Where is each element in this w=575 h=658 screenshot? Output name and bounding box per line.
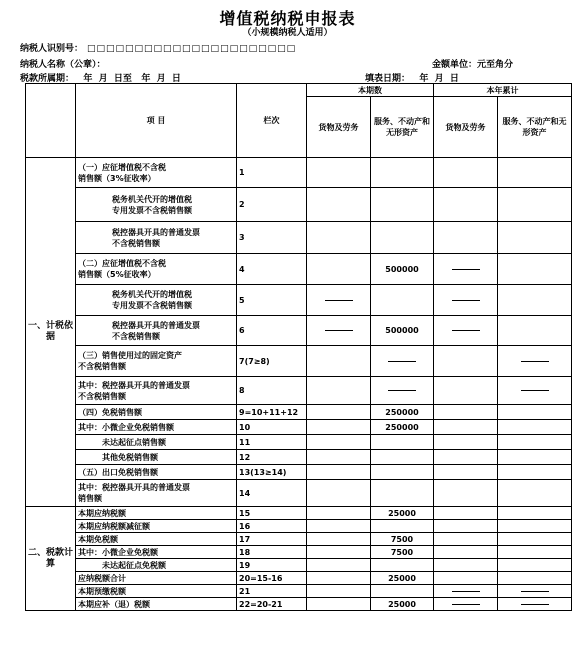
row-item-label: 其中：小微企业免税额 xyxy=(76,546,237,559)
cell-goods-ytd[interactable] xyxy=(434,420,498,435)
form-title: 增值税纳税申报表 xyxy=(219,9,356,28)
cell-services-ytd[interactable] xyxy=(498,435,572,450)
row-item-label: 税控器具开具的普通发票 不含税销售额 xyxy=(76,316,237,346)
cell-goods-ytd xyxy=(434,254,498,285)
row-item-label: 未达起征点免税额 xyxy=(76,559,237,572)
cell-goods-ytd xyxy=(434,598,498,611)
not-applicable-dash xyxy=(325,300,353,301)
cell-goods-current[interactable] xyxy=(307,158,371,188)
row-item-label: 本期应纳税额 xyxy=(76,507,237,520)
cell-services-ytd[interactable] xyxy=(498,533,572,546)
cell-goods-current[interactable] xyxy=(307,533,371,546)
table-row xyxy=(26,405,572,420)
cell-goods-ytd[interactable] xyxy=(434,546,498,559)
row-line-number: 18 xyxy=(237,546,307,559)
table-body xyxy=(26,158,572,611)
fill-date: 填表日期： 年 月 日 xyxy=(365,74,459,84)
cell-goods-ytd[interactable] xyxy=(434,346,498,377)
cell-goods-ytd[interactable] xyxy=(434,572,498,585)
cell-services-current[interactable]: 7500 xyxy=(371,546,434,559)
cell-services-current xyxy=(371,346,434,377)
cell-services-current[interactable] xyxy=(371,480,434,507)
cell-goods-current[interactable] xyxy=(307,377,371,405)
row-line-number: 6 xyxy=(237,316,307,346)
cell-services-current[interactable]: 25000 xyxy=(371,507,434,520)
cell-goods-current[interactable] xyxy=(307,546,371,559)
not-applicable-dash xyxy=(388,361,416,362)
row-item-label: 其中：税控器具开具的普通发票 销售额 xyxy=(76,480,237,507)
table-row xyxy=(26,435,572,450)
cell-goods-ytd xyxy=(434,585,498,598)
table-row xyxy=(26,533,572,546)
header-services-ytd: 服务、不动产和无形资产 xyxy=(498,97,572,158)
cell-services-ytd[interactable] xyxy=(498,450,572,465)
taxpayer-name-label: 纳税人名称（公章）： xyxy=(20,60,106,70)
not-applicable-dash xyxy=(452,269,480,270)
section-tax-calculation: 二、税款计算 xyxy=(26,507,76,611)
cell-goods-current[interactable] xyxy=(307,435,371,450)
cell-goods-ytd[interactable] xyxy=(434,188,498,222)
cell-services-current[interactable] xyxy=(371,450,434,465)
table-row xyxy=(26,254,572,285)
row-item-label: 税务机关代开的增值税 专用发票不含税销售额 xyxy=(76,285,237,316)
cell-services-current[interactable] xyxy=(371,222,434,254)
row-line-number: 11 xyxy=(237,435,307,450)
not-applicable-dash xyxy=(388,390,416,391)
not-applicable-dash xyxy=(521,390,549,391)
cell-goods-current[interactable] xyxy=(307,520,371,533)
header-year-to-date: 本年累计 xyxy=(434,84,572,97)
not-applicable-dash xyxy=(521,591,549,592)
cell-services-current[interactable]: 25000 xyxy=(371,598,434,611)
cell-services-ytd[interactable] xyxy=(498,420,572,435)
cell-services-current[interactable]: 250000 xyxy=(371,405,434,420)
row-line-number: 22=20-21 xyxy=(237,598,307,611)
cell-goods-current[interactable] xyxy=(307,507,371,520)
row-line-number: 5 xyxy=(237,285,307,316)
row-item-label: 本期预缴税额 xyxy=(76,585,237,598)
not-applicable-dash xyxy=(452,591,480,592)
table-row xyxy=(26,572,572,585)
row-line-number: 17 xyxy=(237,533,307,546)
cell-services-current[interactable] xyxy=(371,435,434,450)
row-item-label: 本期应纳税额减征额 xyxy=(76,520,237,533)
row-item-label: 税务机关代开的增值税 专用发票不含税销售额 xyxy=(76,188,237,222)
cell-services-current[interactable]: 500000 xyxy=(371,316,434,346)
row-line-number: 15 xyxy=(237,507,307,520)
row-item-label: 应纳税额合计 xyxy=(76,572,237,585)
header-services: 服务、不动产和无形资产 xyxy=(371,97,434,158)
cell-services-current[interactable] xyxy=(371,188,434,222)
row-line-number: 7(7≥8) xyxy=(237,346,307,377)
cell-goods-current[interactable] xyxy=(307,559,371,572)
taxpayer-id-boxes[interactable]: □□□□□□□□□□□□□□□□□□□□□□ xyxy=(87,44,297,54)
cell-goods-ytd[interactable] xyxy=(434,405,498,420)
cell-goods-ytd[interactable] xyxy=(434,377,498,405)
header-line-no: 栏次 xyxy=(237,84,307,158)
cell-services-ytd[interactable] xyxy=(498,559,572,572)
row-line-number: 19 xyxy=(237,559,307,572)
row-line-number: 14 xyxy=(237,480,307,507)
section-tax-basis: 一、计税依据 xyxy=(26,158,76,507)
cell-services-current[interactable] xyxy=(371,520,434,533)
row-item-label: （一）应征增值税不含税 销售额（3%征收率） xyxy=(76,158,237,188)
not-applicable-dash xyxy=(452,300,480,301)
cell-services-current[interactable] xyxy=(371,559,434,572)
cell-services-ytd[interactable] xyxy=(498,158,572,188)
table-row xyxy=(26,480,572,507)
cell-services-ytd[interactable] xyxy=(498,465,572,480)
cell-goods-current[interactable] xyxy=(307,465,371,480)
cell-goods-current[interactable] xyxy=(307,405,371,420)
header-item: 项 目 xyxy=(76,84,237,158)
cell-services-current[interactable] xyxy=(371,285,434,316)
cell-goods-ytd[interactable] xyxy=(434,480,498,507)
cell-services-current[interactable]: 25000 xyxy=(371,572,434,585)
cell-services-ytd[interactable] xyxy=(498,316,572,346)
row-item-label: 其中：税控器具开具的普通发票 不含税销售额 xyxy=(76,377,237,405)
table-row xyxy=(26,465,572,480)
cell-goods-ytd[interactable] xyxy=(434,465,498,480)
row-item-label: （五）出口免税销售额 xyxy=(76,465,237,480)
table-row xyxy=(26,285,572,316)
form-subtitle: （小规模纳税人适用） xyxy=(242,28,333,38)
cell-goods-current[interactable] xyxy=(307,450,371,465)
cell-goods-ytd[interactable] xyxy=(434,533,498,546)
row-item-label: 其中：小微企业免税销售额 xyxy=(76,420,237,435)
cell-goods-current xyxy=(307,285,371,316)
cell-goods-current[interactable] xyxy=(307,222,371,254)
table-row xyxy=(26,450,572,465)
row-line-number: 20=15-16 xyxy=(237,572,307,585)
cell-services-current[interactable] xyxy=(371,158,434,188)
cell-services-ytd[interactable] xyxy=(498,507,572,520)
table-row xyxy=(26,520,572,533)
cell-services-ytd[interactable] xyxy=(498,405,572,420)
cell-services-ytd[interactable] xyxy=(498,520,572,533)
row-line-number: 21 xyxy=(237,585,307,598)
cell-services-ytd[interactable] xyxy=(498,188,572,222)
tax-period: 税款所属期： 年 月 日至 年 月 日 xyxy=(20,74,181,84)
cell-services-ytd xyxy=(498,377,572,405)
cell-services-ytd[interactable] xyxy=(498,480,572,507)
row-line-number: 13(13≥14) xyxy=(237,465,307,480)
cell-goods-ytd[interactable] xyxy=(434,158,498,188)
cell-goods-current xyxy=(307,316,371,346)
header-goods-ytd: 货物及劳务 xyxy=(434,97,498,158)
cell-goods-ytd[interactable] xyxy=(434,520,498,533)
table-row xyxy=(26,559,572,572)
not-applicable-dash xyxy=(521,604,549,605)
cell-goods-current[interactable] xyxy=(307,420,371,435)
table-row xyxy=(26,598,572,611)
table-row xyxy=(26,585,572,598)
header-current-period: 本期数 xyxy=(307,84,434,97)
table-row xyxy=(26,346,572,377)
row-line-number: 16 xyxy=(237,520,307,533)
cell-goods-current[interactable] xyxy=(307,480,371,507)
taxpayer-id-row xyxy=(20,41,296,54)
cell-goods-ytd[interactable] xyxy=(434,450,498,465)
row-line-number: 9=10+11+12 xyxy=(237,405,307,420)
cell-services-ytd xyxy=(498,598,572,611)
cell-services-current[interactable]: 7500 xyxy=(371,533,434,546)
row-item-label: 未达起征点销售额 xyxy=(76,435,237,450)
cell-services-current[interactable]: 500000 xyxy=(371,254,434,285)
row-item-label: （三）销售使用过的固定资产 不含税销售额 xyxy=(76,346,237,377)
cell-goods-current[interactable] xyxy=(307,585,371,598)
cell-goods-current[interactable] xyxy=(307,188,371,222)
header-goods: 货物及劳务 xyxy=(307,97,371,158)
row-item-label: 本期免税额 xyxy=(76,533,237,546)
cell-goods-current[interactable] xyxy=(307,572,371,585)
table-row xyxy=(26,222,572,254)
cell-services-current[interactable]: 250000 xyxy=(371,420,434,435)
not-applicable-dash xyxy=(452,330,480,331)
row-line-number: 4 xyxy=(237,254,307,285)
row-line-number: 8 xyxy=(237,377,307,405)
table-row xyxy=(26,420,572,435)
cell-services-ytd xyxy=(498,585,572,598)
table-row xyxy=(26,507,572,520)
cell-goods-ytd xyxy=(434,285,498,316)
cell-services-ytd[interactable] xyxy=(498,546,572,559)
cell-services-ytd[interactable] xyxy=(498,254,572,285)
row-line-number: 3 xyxy=(237,222,307,254)
taxpayer-id-label: 纳税人识别号： xyxy=(20,44,84,54)
cell-services-ytd xyxy=(498,346,572,377)
table-row xyxy=(26,158,572,188)
not-applicable-dash xyxy=(452,604,480,605)
cell-goods-current[interactable] xyxy=(307,346,371,377)
row-item-label: 税控器具开具的普通发票 不含税销售额 xyxy=(76,222,237,254)
cell-services-ytd[interactable] xyxy=(498,572,572,585)
cell-goods-ytd[interactable] xyxy=(434,559,498,572)
row-line-number: 2 xyxy=(237,188,307,222)
cell-goods-ytd[interactable] xyxy=(434,435,498,450)
cell-services-current[interactable] xyxy=(371,585,434,598)
row-line-number: 10 xyxy=(237,420,307,435)
header-blank xyxy=(26,84,76,158)
cell-goods-current[interactable] xyxy=(307,254,371,285)
table-row xyxy=(26,377,572,405)
cell-services-ytd[interactable] xyxy=(498,222,572,254)
table-row xyxy=(26,546,572,559)
tax-return-table xyxy=(25,83,572,611)
row-item-label: 本期应补（退）税额 xyxy=(76,598,237,611)
row-item-label: （二）应征增值税不含税 销售额（5%征收率） xyxy=(76,254,237,285)
cell-services-current[interactable] xyxy=(371,465,434,480)
cell-goods-ytd[interactable] xyxy=(434,222,498,254)
row-item-label: （四）免税销售额 xyxy=(76,405,237,420)
cell-goods-ytd[interactable] xyxy=(434,507,498,520)
cell-goods-ytd xyxy=(434,316,498,346)
not-applicable-dash xyxy=(521,361,549,362)
cell-goods-current[interactable] xyxy=(307,598,371,611)
not-applicable-dash xyxy=(325,330,353,331)
table-row xyxy=(26,316,572,346)
cell-services-ytd[interactable] xyxy=(498,285,572,316)
table-row xyxy=(26,188,572,222)
amount-unit: 金额单位：元至角分 xyxy=(432,60,514,70)
row-line-number: 1 xyxy=(237,158,307,188)
row-item-label: 其他免税销售额 xyxy=(76,450,237,465)
row-line-number: 12 xyxy=(237,450,307,465)
cell-services-current xyxy=(371,377,434,405)
